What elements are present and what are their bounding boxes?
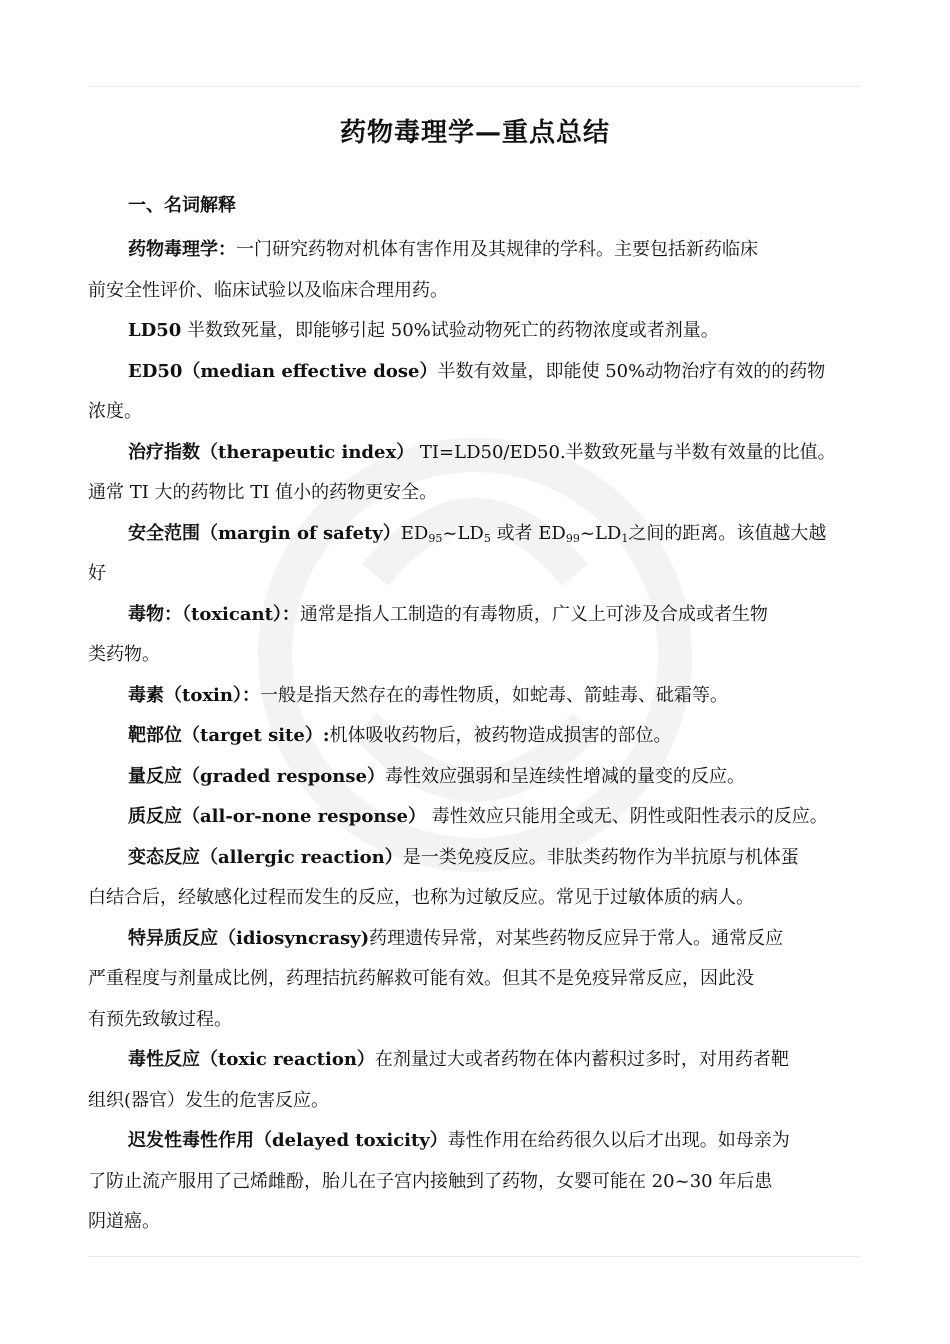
entry-pharmaco-toxicology bbox=[88, 230, 878, 311]
entry-toxin bbox=[88, 676, 878, 717]
formula-tilde: ~ bbox=[579, 522, 595, 544]
entry-idiosyncrasy bbox=[88, 919, 878, 1041]
term-en: （toxin）： bbox=[164, 684, 260, 706]
term-en: LD50 bbox=[128, 320, 182, 341]
definition-line: 好 bbox=[88, 563, 106, 584]
definition-line: 半数有效量，即能使 50%动物治疗有效的的药物 bbox=[437, 360, 826, 382]
term: 安全范围 bbox=[128, 522, 200, 544]
term: 毒物： bbox=[128, 603, 182, 625]
definition-line: 通常是指人工制造的有毒物质，广义上可涉及合成或者生物 bbox=[299, 603, 768, 625]
formula-sub: 5 bbox=[483, 531, 491, 545]
term-en: （all-or-none response） bbox=[182, 806, 427, 827]
entry-delayed-toxicity bbox=[88, 1121, 878, 1243]
term-en: （delayed toxicity） bbox=[254, 1130, 448, 1151]
definition-line: 之间的距离。该值越大越 bbox=[628, 522, 827, 544]
definition-line: 毒性作用在给药很久以后才出现。如母亲为 bbox=[447, 1130, 790, 1151]
definitions-list bbox=[88, 230, 878, 1243]
definition-line: 类药物。 bbox=[88, 644, 160, 665]
definition-line: 毒性效应只能用全或无、阴性或阳性表示的反应。 bbox=[426, 806, 828, 827]
term: 治疗指数 bbox=[128, 441, 200, 463]
term: 毒素 bbox=[128, 684, 164, 706]
definition-line: 机体吸收药物后，被药物造成损害的部位。 bbox=[329, 725, 672, 746]
definition-line: TI=LD50/ED50.半数致死量与半数有效量的比值。 bbox=[414, 441, 836, 463]
formula-sub: 95 bbox=[428, 531, 443, 545]
footer-rule bbox=[88, 1256, 862, 1257]
definition-line: 了防止流产服用了己烯雌酚，胎儿在子宫内接触到了药物，女婴可能在 20~30 年后患 bbox=[88, 1170, 773, 1192]
formula-ed: ED bbox=[400, 522, 429, 544]
definition-line: 半数致死量，即能够引起 50%试验动物死亡的药物浓度或者剂量。 bbox=[181, 320, 719, 341]
formula-tilde: ~ bbox=[442, 522, 458, 544]
term: 质反应 bbox=[128, 806, 182, 827]
definition-line: 阴道癌。 bbox=[88, 1211, 160, 1232]
section-heading: 一、名词解释 bbox=[128, 195, 236, 216]
definition-line: 一般是指天然存在的毒性物质，如蛇毒、箭蛙毒、砒霜等。 bbox=[259, 684, 728, 706]
page-title: 药物毒理学—重点总结 bbox=[339, 118, 610, 148]
term-en: ED50（median effective dose） bbox=[128, 360, 438, 382]
term-en: （therapeutic index） bbox=[200, 441, 415, 463]
definition-line: 药理遗传异常，对某些药物反应异于常人。通常反应 bbox=[369, 927, 784, 949]
entry-ld50 bbox=[88, 311, 878, 352]
header-rule bbox=[88, 86, 862, 87]
entry-allergic-reaction bbox=[88, 838, 878, 919]
entry-target-site bbox=[88, 716, 878, 757]
entry-ed50 bbox=[88, 352, 878, 433]
term: 毒性反应 bbox=[128, 1049, 200, 1070]
term: 迟发性毒性作用 bbox=[128, 1130, 254, 1151]
formula-sub: 99 bbox=[565, 531, 580, 545]
entry-therapeutic-index bbox=[88, 433, 878, 514]
definition-line: 组织(器官）发生的危害反应。 bbox=[88, 1089, 330, 1111]
formula-ld: LD bbox=[457, 522, 484, 544]
entry-all-or-none-response bbox=[88, 797, 878, 838]
term-en: （margin of safety） bbox=[200, 522, 401, 544]
term-en: （allergic reaction） bbox=[200, 846, 403, 868]
entry-graded-response bbox=[88, 757, 878, 798]
definition-line: 严重程度与剂量成比例，药理拮抗药解救可能有效。但其不是免疫异常反应，因此没 bbox=[88, 968, 754, 989]
term-en: （toxicant）： bbox=[182, 603, 300, 625]
definition-line: 浓度。 bbox=[88, 401, 142, 422]
term-en: （idiosyncrasy) bbox=[218, 927, 370, 949]
term-en: （toxic reaction） bbox=[200, 1049, 375, 1070]
formula-or: 或者 bbox=[496, 522, 539, 544]
term: 量反应 bbox=[128, 765, 182, 787]
definition-line: 在剂量过大或者药物在体内蓄积过多时，对用药者靶 bbox=[374, 1049, 789, 1070]
definition-line: 通常 TI 大的药物比 TI 值小的药物更安全。 bbox=[88, 482, 438, 503]
definition-line: 有预先致敏过程。 bbox=[88, 1008, 232, 1030]
formula-ld: LD bbox=[594, 522, 622, 544]
definition-line: 是一类免疫反应。非肽类药物作为半抗原与机体蛋 bbox=[402, 846, 799, 868]
term: 靶部位 bbox=[128, 725, 182, 746]
entry-toxicant bbox=[88, 595, 878, 676]
definition-line: 白结合后，经敏感化过程而发生的反应，也称为过敏反应。常见于过敏体质的病人。 bbox=[88, 887, 754, 908]
term: 特异质反应 bbox=[128, 927, 218, 949]
term-en: （graded response） bbox=[182, 765, 385, 787]
term: 药物毒理学： bbox=[128, 239, 236, 260]
definition-line: 一门研究药物对机体有害作用及其规律的学科。主要包括新药临床 bbox=[236, 239, 758, 260]
entry-toxic-reaction bbox=[88, 1040, 878, 1121]
formula-ed: ED bbox=[538, 522, 566, 544]
term: 变态反应 bbox=[128, 846, 200, 868]
term-en: （target site）: bbox=[182, 725, 330, 746]
entry-margin-of-safety bbox=[88, 514, 878, 595]
definition-line: 毒性效应强弱和呈连续性增减的量变的反应。 bbox=[384, 765, 745, 787]
definition-line: 前安全性评价、临床试验以及临床合理用药。 bbox=[88, 279, 448, 301]
formula-sub: 1 bbox=[621, 531, 629, 545]
